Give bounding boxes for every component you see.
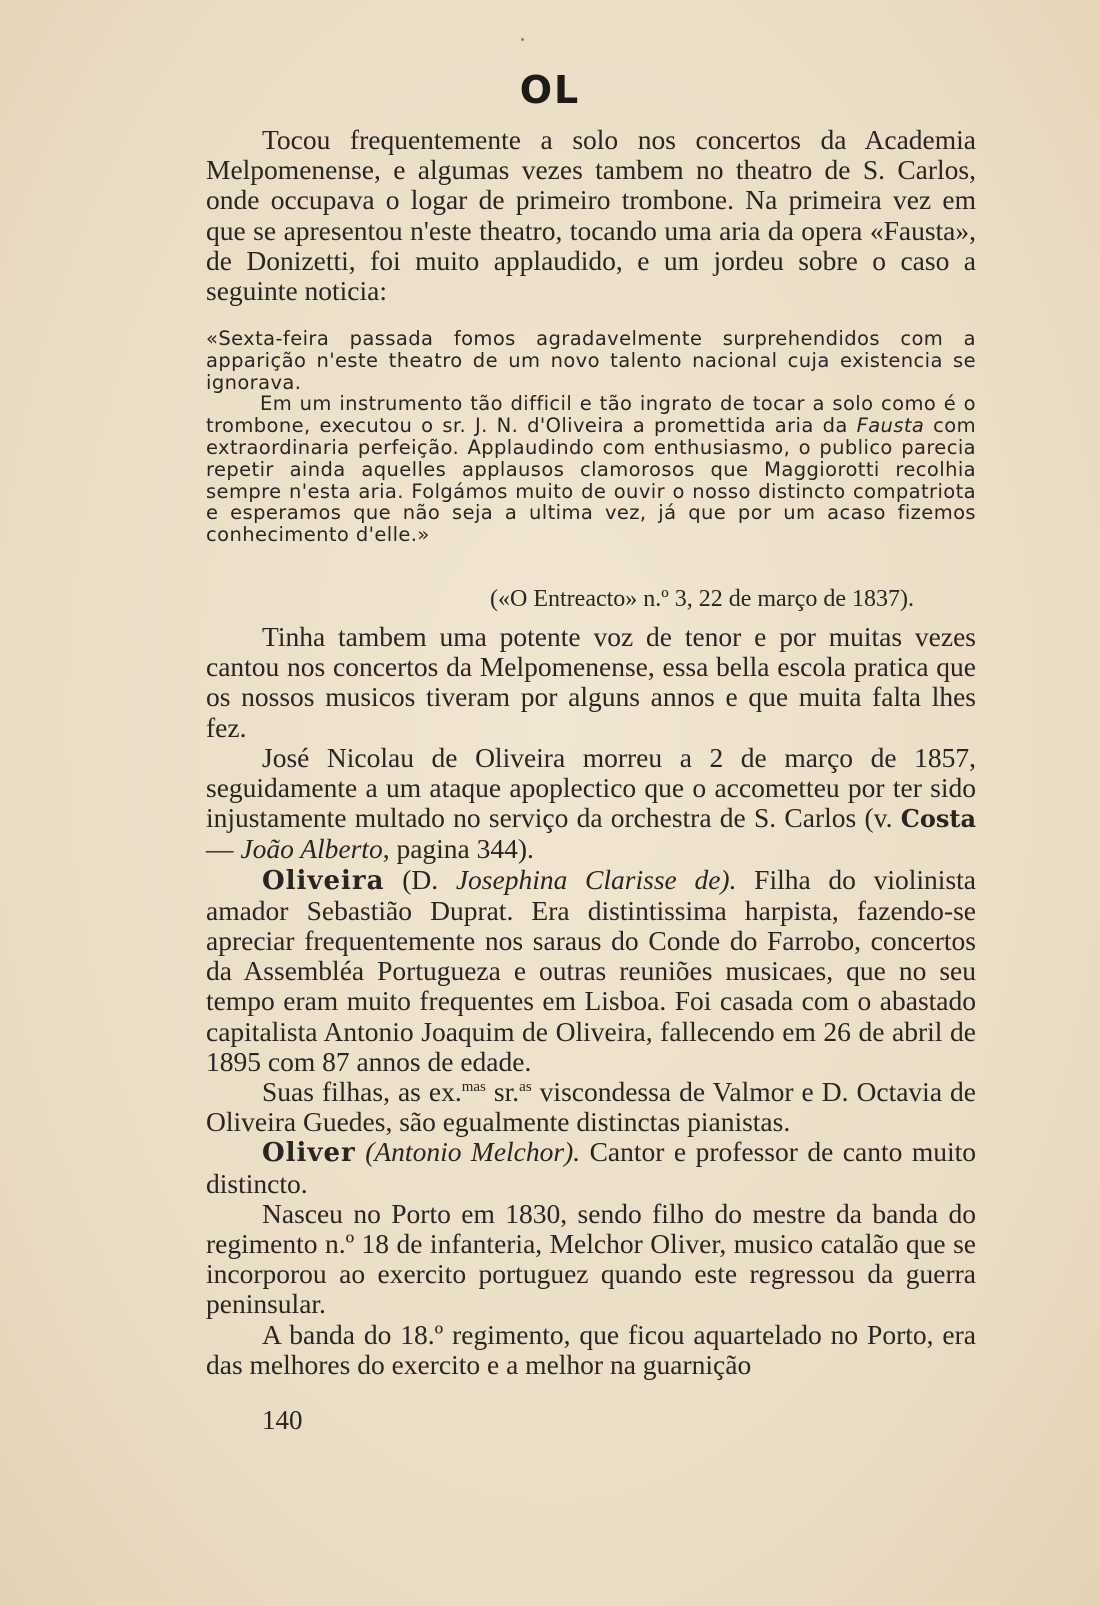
entry-name-oliver: Oliver: [262, 1138, 356, 1169]
citation: («O Entreacto» n.º 3, 22 de março de 1837).: [490, 586, 914, 612]
paragraph-1: Tocou frequentemente a solo nos concertos da Academia Melpomenense, e algumas vezes tambem no theatro de S. Carlos, onde occupava o logar de primeiro trombone. Na primeira vez em que se apresentou n'este theatro, tocando uma aria da opera «Fausta», de Donizetti, foi muito applaudido, e um jordeu sobre o caso a seguinte noticia:: [206, 124, 976, 307]
main-text-container: [206, 622, 976, 1380]
paragraph-2: Tinha tambem uma potente voz de tenor e por muitas vezes cantou nos concertos da Melpomenense, essa bella escola pratica que os nossos musicos tiveram por alguns annos e que muita falta lhes fez.: [206, 621, 976, 743]
paragraph-5-sup-1: mas: [461, 1078, 486, 1095]
paragraph-1-container: [206, 125, 976, 306]
entry-oliver-text: Cantor e professor de canto muito distincto.: [206, 1136, 976, 1199]
paragraph-3-text-a: José Nicolau de Oliveira morreu a 2 de março de 1857, seguidamente a um ataque apoplectico que o accometteu por ter sido injustamente multado no serviço da orchestra de S. Carlos (v.: [206, 741, 976, 834]
entry-oliver-italic: (Antonio Melchor).: [355, 1136, 581, 1168]
quote-2-text-b: com extraordinaria perfeição. Applaudindo com enthusiasmo, o publico parecia repetir ainda aquelles applausos clamorosos que Maggiorotti recolhia sempre n'esta aria. Folgámos muito de ouvir o nosso distincto compatriota e esperamos que não seja a ultima vez, já que por um acaso fizemos conhecimento d'elle.»: [206, 414, 976, 547]
paragraph-3-text-b: , pagina 344).: [382, 833, 534, 865]
page-header: OL: [519, 68, 581, 112]
quote-2-text-a: Em um instrumento tão difficil e tão ingrato de tocar a solo como é o trombone, executou o sr. J. N. d'Oliveira a promettida aria da: [206, 392, 976, 438]
entry-oliveira-italic: Josephina Clarisse de).: [455, 863, 737, 895]
cross-reference-name: Costa: [900, 804, 976, 834]
entry-oliveira: [206, 865, 976, 1077]
paragraph-8: A banda do 18.º regimento, que ficou aquartelado no Porto, era das melhores do exercito e a melhor na guarnição: [206, 1318, 976, 1380]
paragraph-5: [206, 1077, 976, 1137]
quote-2-italic: Fausta: [856, 414, 925, 438]
quote-paragraph-2: [206, 393, 976, 546]
paragraph-3-dash: —: [206, 833, 241, 865]
quote-block: [206, 328, 976, 546]
paragraph-3-italic: João Alberto: [240, 833, 383, 865]
quote-paragraph-1: «Sexta-feira passada fomos agradavelmente surprehendidos com a apparição n'este theatro de um novo talento nacional cuja existencia se ignorava.: [206, 327, 976, 394]
entry-name-oliveira: Oliveira: [262, 865, 385, 896]
paragraph-5-text-b: sr.: [485, 1076, 520, 1108]
page-number: 140: [262, 1405, 303, 1435]
paragraph-5-text-c: viscondessa de Valmor e D. Octavia de Oliveira Guedes, são egualmente distinctas pianistas.: [206, 1076, 976, 1138]
paragraph-5-text-a: Suas filhas, as ex.: [262, 1076, 462, 1108]
entry-oliver: [206, 1137, 976, 1198]
entry-oliveira-text-a: (D.: [384, 863, 456, 895]
paragraph-7: Nasceu no Porto em 1830, sendo filho do mestre da banda do regimento n.º 18 de infanteria, Melchor Oliver, musico catalão que se incorporou ao exercito portuguez quando este regressou da guerra peninsular.: [206, 1197, 976, 1320]
paragraph-3: [206, 743, 976, 865]
entry-oliveira-text-b: Filha do violinista amador Sebastião Duprat. Era distintissima harpista, fazendo-se apreciar frequentemente nos saraus do Conde do Farrobo, concertos da Assembléa Portugueza e outras reuniões musicaes, que no seu tempo eram muito frequentes em Lisboa. Foi casada com o abastado capitalista Antonio Joaquim de Oliveira, fallecendo em 26 de abril de 1895 com 87 annos de edade.: [206, 863, 976, 1077]
paragraph-5-sup-2: as: [519, 1078, 532, 1095]
ink-speck: [521, 38, 524, 41]
